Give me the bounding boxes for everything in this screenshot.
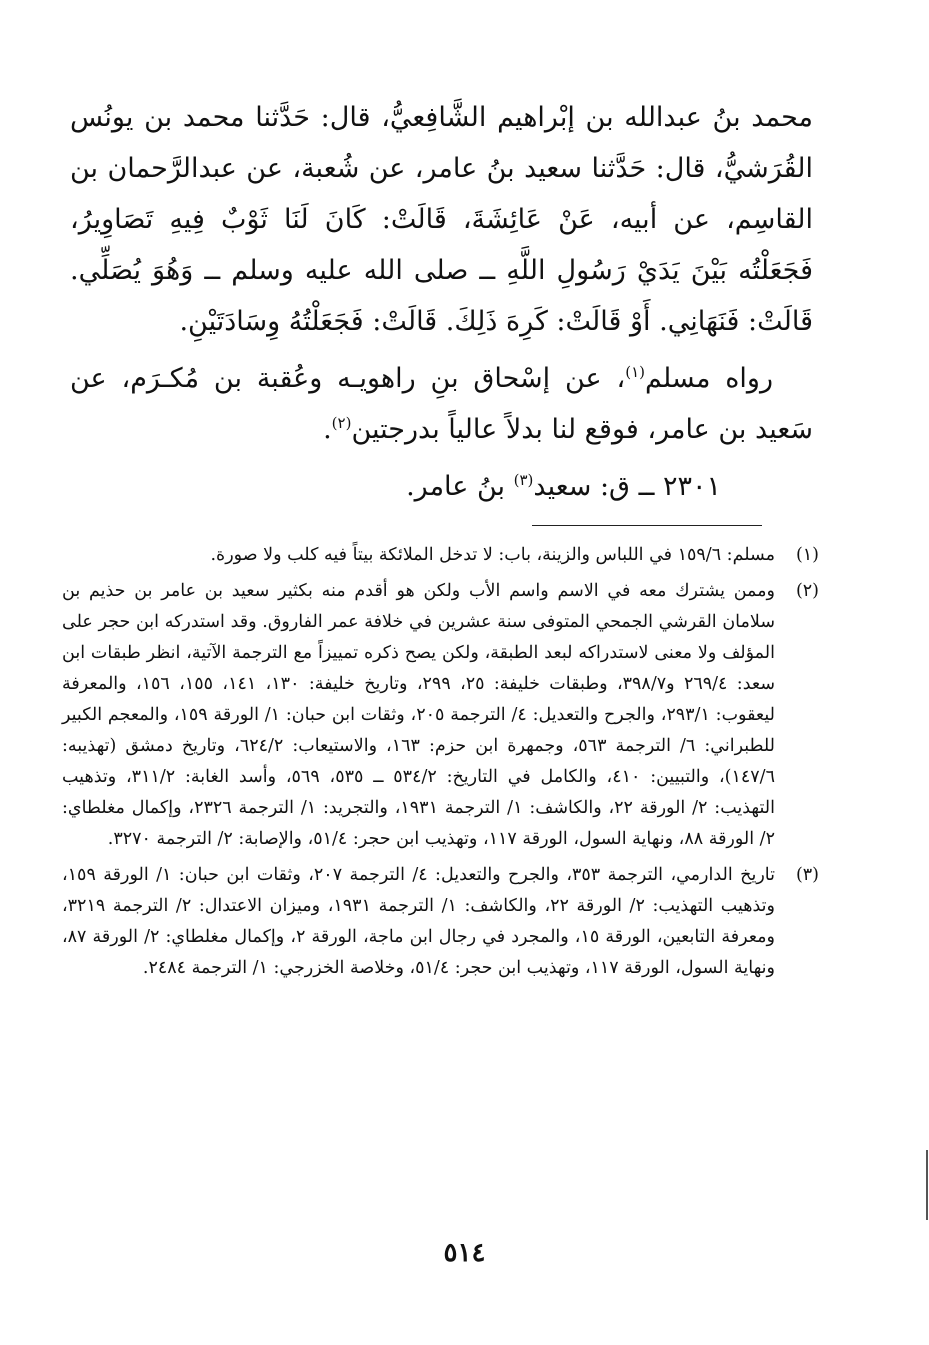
main-text bbox=[70, 92, 813, 512]
footnote-separator bbox=[532, 525, 762, 526]
footnote-text: وممن يشترك معه في الاسم واسم الأب ولكن هو أقدم منه بكثير سعيد بن عامر بن حذيم بن سلامان القرشي الجمحي المتوفى سنة عشرين في خلافة عمر الفاروق. وقد استدركه ابن حجر على المؤلف ولا معنى لاستدراكه لبعد الطبقة، ولكن يصح ذكره تمييزاً مع الترجمة الآتية، انظر طبقات ابن سعد: ٢٦٩/٤ و٣٩٨/٧، وطبقات خليفة: ٢٥، ٢٩٩، وتاريخ خليفة: ١٣٠، ١٤١، ١٥٥، ١٥٦، والمعرفة ليعقوب: ٢٩٣/١، والجرح والتعديل: ٤/ الترجمة ٢٠٥، وثقات ابن حبان: ١/ الورقة ١٥٩، والمعجم الكبير للطبراني: ٦/ الترجمة ٥٦٣، وجمهرة ابن حزم: ١٦٣، والاستيعاب: ٦٢٤/٢، وتاريخ دمشق (تهذيبه: ١٤٧/٦)، والتبيين: ٤١٠، والكامل في التاريخ: ٥٣٤/٢ ــ ٥٣٥، ٥٦٩، وأسد الغابة: ٣١١/٢، وتذهيب التهذيب: ٢/ الورقة ٢٢، والكاشف: ١/ الترجمة ١٩٣١، والتجريد: ١/ الترجمة ٢٣٢٦، وإكمال مغلطاي: ٢/ الورقة ٨٨، ونهاية السول، الورقة ١١٧، وتهذيب ابن حجر: ٥١/٤، والإصابة: ٢/ الترجمة ٣٢٧٠. bbox=[62, 581, 776, 849]
entry-heading-text-a: ٢٣٠١ ــ ق: سعيد bbox=[533, 471, 721, 502]
footnote-number: (١) bbox=[795, 545, 819, 565]
footnote-ref-1[interactable]: (١) bbox=[625, 363, 645, 381]
footnote-number: (٢) bbox=[795, 581, 819, 601]
page-number: ٥١٤ bbox=[443, 1238, 486, 1268]
entry-heading bbox=[70, 461, 813, 512]
narration-text-c: . bbox=[323, 414, 332, 445]
narration-text-a: رواه مسلم bbox=[644, 363, 773, 394]
entry-heading-text-b: بنُ عامر. bbox=[406, 471, 514, 502]
footnote-1 bbox=[62, 540, 819, 571]
footnote-text: تاريخ الدارمي، الترجمة ٣٥٣، والجرح والتعديل: ٤/ الترجمة ٢٠٧، وثقات ابن حبان: ١/ الورقة ١٥٩، وتذهيب التهذيب: ٢/ الورقة ٢٢، والكاشف: ١/ الترجمة ١٩٣١، وميزان الاعتدال: ٢/ الترجمة ٣٢١٩، ومعرفة التابعين، الورقة ١٥، والمجرد في رجال ابن ماجة، الورقة ٢، وإكمال مغلطاي: ٢/ الورقة ٨٧، ونهاية السول، الورقة ١١٧، وتهذيب ابن حجر: ٥١/٤، وخلاصة الخزرجي: ١/ الترجمة ٢٤٨٤. bbox=[62, 865, 775, 978]
narration-paragraph bbox=[70, 353, 813, 455]
footnote-ref-3[interactable]: (٣) bbox=[513, 471, 534, 489]
footnote-text: مسلم: ١٥٩/٦ في اللباس والزينة، باب: لا تدخل الملائكة بيتاً فيه كلب ولا صورة. bbox=[210, 545, 775, 565]
hadith-paragraph: محمد بنُ عبدالله بن إبْراهيم الشَّافِعيُّ، قال: حَدَّثنا محمد بن يونُس القُرَشيُّ، قال: حَدَّثنا سعيد بنُ عامر، عن شُعبة، عن عبدالرَّحمان بن القاسِم، عن أبيه، عَنْ عَائِشَةَ، قَالَتْ: كَانَ لَنَا ثَوْبٌ فِيهِ تَصَاوِيرُ، فَجَعَلْتُه بَيْنَ يَدَيْ رَسُولِ اللَّهِ ــ صلى الله عليه وسلم ــ وَهُوَ يُصَلِّي. قَالَتْ: فَنَهَانِي. أَوْ قَالَتْ: كَرِهَ ذَلِكَ. قَالَتْ: فَجَعَلْتُهُ وِسَادَتَيْنِ. bbox=[70, 102, 813, 337]
narration-text-b: ، عن إسْحاق بنِ راهويـه وعُقبة بن مُكـرَم، عن سَعيد بن عامر، فوقع لنا بدلاً عالياً بدرجتين bbox=[70, 363, 813, 445]
footnotes bbox=[62, 540, 819, 984]
footnote-3 bbox=[62, 860, 819, 984]
footnote-number: (٣) bbox=[795, 865, 819, 885]
scan-edge-mark bbox=[926, 1150, 928, 1220]
footnote-2 bbox=[62, 576, 819, 855]
footnote-ref-2[interactable]: (٢) bbox=[331, 414, 352, 432]
